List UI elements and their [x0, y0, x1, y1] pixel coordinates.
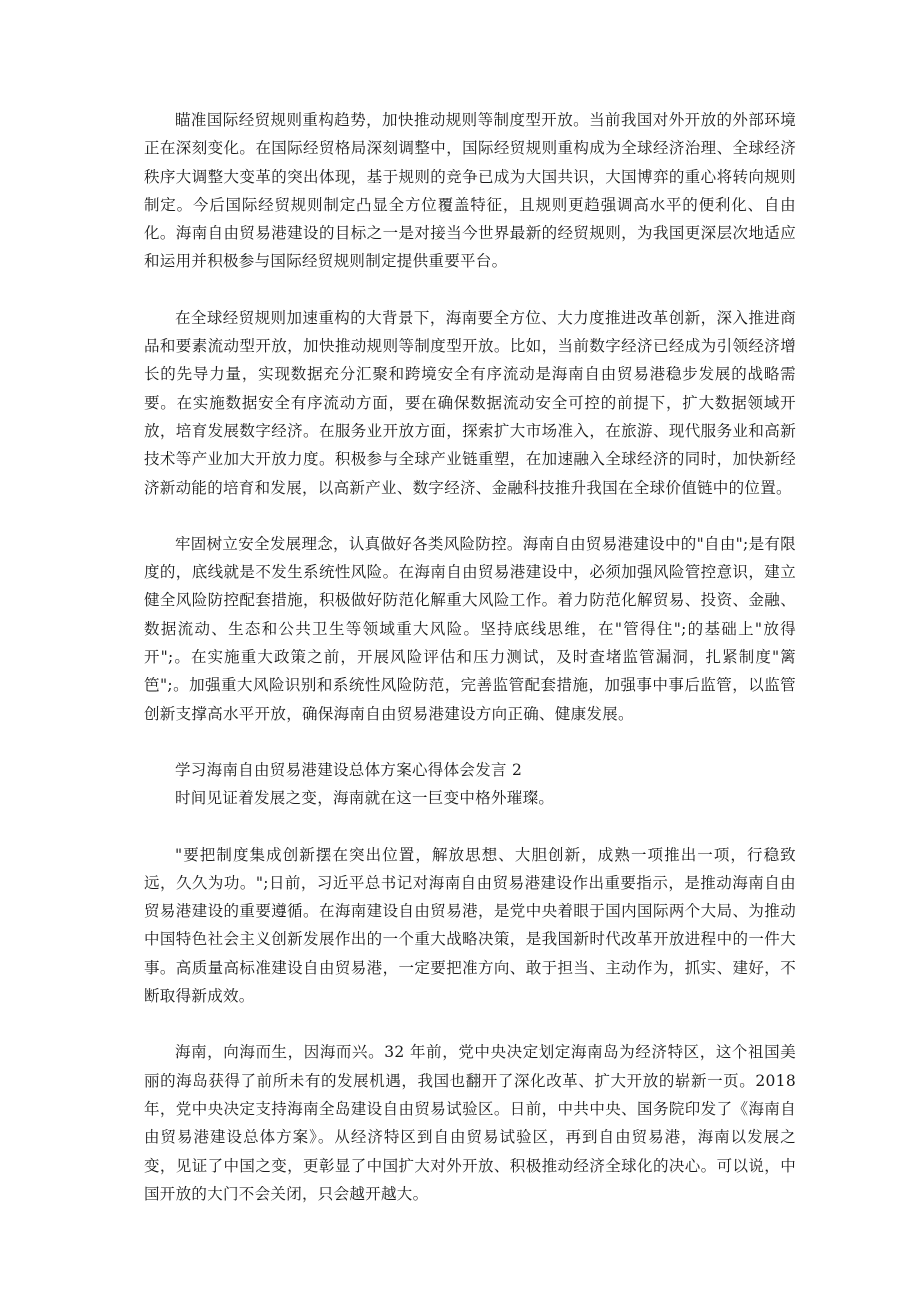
paragraph-rules-restructuring: 瞄准国际经贸规则重构趋势，加快推动规则等制度型开放。当前我国对外开放的外部环境正在深刻变化。在国际经贸格局深刻调整中，国际经贸规则重构成为全球经济治理、全球经济秩序大调整大变革的突出体现，基于规则的竞争已成为大国共识，大国博弈的重心将转向规则制定。今后国际经贸规则制定凸显全方位覆盖特征，且规则更趋强调高水平的便利化、自由化。海南自由贸易港建设的目标之一是对接当今世界最新的经贸规则，为我国更深层次地适应和运用并积极参与国际经贸规则制定提供重要平台。 — [144, 111, 796, 271]
document-page — [144, 106, 796, 1236]
paragraph-institutional-innovation: "要把制度集成创新摆在突出位置，解放思想、大胆创新，成熟一项推出一项，行稳致远，久久为功。";日前，习近平总书记对海南自由贸易港建设作出重要指示，是推动海南自由贸易港建设的重要遵循。在海南建设自由贸易港，是党中央着眼于国内国际两个大局、为推动中国特色社会主义创新发展作出的一个重大战略决策，是我国新时代改革开放进程中的一件大事。高质量高标准建设自由贸易港，一定要把准方向、敢于担当、主动作为，抓实、建好，不断取得新成效。 — [144, 845, 796, 1006]
section-subtitle: 时间见证着发展之变，海南就在这一巨变中格外璀璨。 — [175, 789, 555, 808]
paragraph-global-rules-reform: 在全球经贸规则加速重构的大背景下，海南要全方位、大力度推进改革创新，深入推进商品和要素流动型开放，加快推动规则等制度型开放。比如，当前数字经济已经成为引领经济增长的先导力量，实现数据充分汇聚和跨境安全有序流动是海南自由贸易港稳步发展的战略需要。在实施数据安全有序流动方面，要在确保数据流动安全可控的前提下，扩大数据领域开放，培育发展数字经济。在服务业开放方面，探索扩大市场准入，在旅游、现代服务业和高新技术等产业加大开放力度。积极参与全球产业链重塑，在加速融入全球经济的同时，加快新经济新动能的培育和发展，以高新产业、数字经济、金融科技推升我国在全球价值链中的位置。 — [144, 308, 796, 497]
section-title: 学习海南自由贸易港建设总体方案心得体会发言 2 — [175, 760, 523, 779]
paragraph-risk-prevention: 牢固树立安全发展理念，认真做好各类风险防控。海南自由贸易港建设中的"自由";是有限度的，底线就是不发生系统性风险。在海南自由贸易港建设中，必须加强风险管控意识，建立健全风险防控配套措施，积极做好防范化解重大风险工作。着力防范化解贸易、投资、金融、数据流动、生态和公共卫生等领域重大风险。坚持底线思维，在"管得住";的基础上"放得开";。在实施重大政策之前，开展风险评估和压力测试，及时查堵监管漏洞，扎紧制度"篱笆";。加强重大风险识别和系统性风险防范，完善监管配套措施，加强事中事后监管，以监管创新支撑高水平开放，确保海南自由贸易港建设方向正确、健康发展。 — [144, 534, 796, 723]
paragraph-hainan-history: 海南，向海而生，因海而兴。32 年前，党中央决定划定海南岛为经济特区，这个祖国美丽的海岛获得了前所未有的发展机遇，我国也翻开了深化改革、扩大开放的崭新一页。2018 年，党中央决定支持海南全岛建设自由贸易试验区。日前，中共中央、国务院印发了《海南自由贸易港建设总体方案》。从经济特区到自由贸易试验区，再到自由贸易港，海南以发展之变，见证了中国之变，更彰显了中国扩大对外开放、积极推动经济全球化的决心。可以说，中国开放的大门不会关闭，只会越开越大。 — [144, 1043, 796, 1203]
